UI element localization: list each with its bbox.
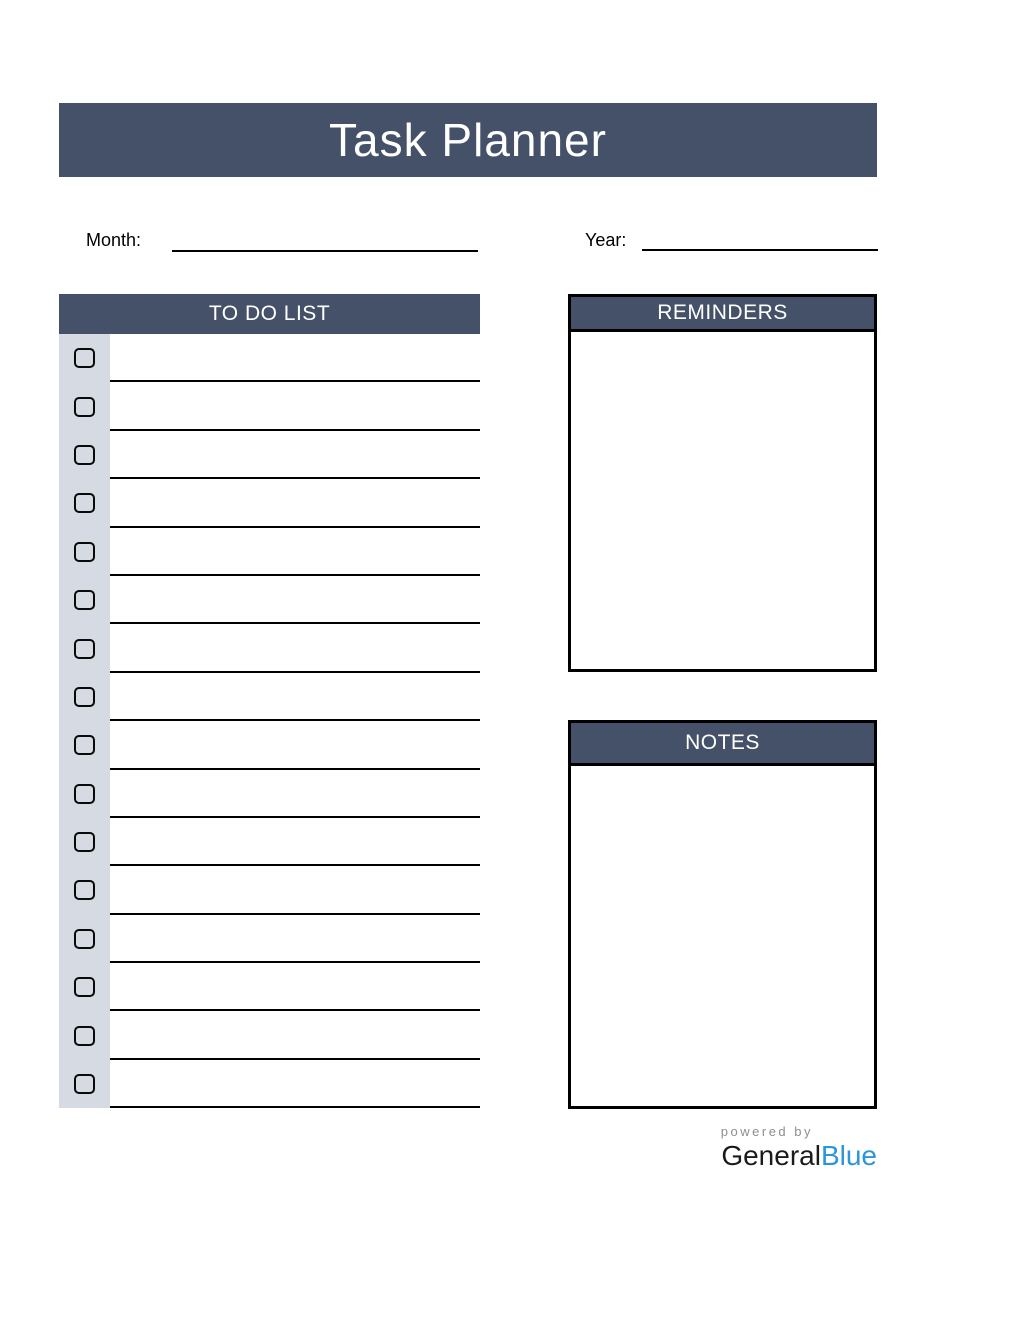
todo-checkbox[interactable] <box>74 348 95 368</box>
todo-entry-line[interactable] <box>110 915 480 963</box>
checkbox-cell <box>59 915 110 963</box>
todo-entry-text <box>110 1103 124 1106</box>
todo-entry-text <box>110 668 124 671</box>
todo-checkbox[interactable] <box>74 493 95 513</box>
checkbox-cell <box>59 818 110 866</box>
todo-list-section <box>59 294 480 1108</box>
todo-checkbox[interactable] <box>74 784 95 804</box>
todo-checkbox[interactable] <box>74 542 95 562</box>
todo-checkbox[interactable] <box>74 1026 95 1046</box>
checkbox-cell <box>59 1011 110 1059</box>
todo-checkbox[interactable] <box>74 639 95 659</box>
checkbox-cell <box>59 1060 110 1108</box>
todo-entry-text <box>110 619 124 622</box>
todo-entry-text <box>110 813 124 816</box>
todo-row <box>59 334 480 382</box>
todo-row <box>59 770 480 818</box>
todo-checkbox[interactable] <box>74 1074 95 1094</box>
notes-header <box>571 723 874 766</box>
todo-row <box>59 721 480 769</box>
todo-row <box>59 576 480 624</box>
reminders-section <box>568 294 877 672</box>
todo-entry-line[interactable] <box>110 431 480 479</box>
todo-row <box>59 1060 480 1108</box>
notes-header-label: NOTES <box>685 731 760 754</box>
todo-entry-text <box>110 426 124 429</box>
reminders-header-label: REMINDERS <box>657 301 788 324</box>
year-label: Year: <box>585 230 627 250</box>
month-input-line[interactable] <box>172 250 478 252</box>
todo-entry-line[interactable] <box>110 673 480 721</box>
todo-checkbox[interactable] <box>74 397 95 417</box>
todo-entry-line[interactable] <box>110 576 480 624</box>
todo-entry-line[interactable] <box>110 624 480 672</box>
todo-checkbox[interactable] <box>74 880 95 900</box>
todo-row <box>59 866 480 914</box>
todo-entry-text <box>110 765 124 768</box>
todo-entry-line[interactable] <box>110 382 480 430</box>
page-title: Task Planner <box>329 114 607 166</box>
todo-row <box>59 382 480 430</box>
todo-entry-text <box>110 474 124 477</box>
brand-blue-text: Blue <box>820 1140 877 1171</box>
todo-entry-text <box>110 910 124 913</box>
todo-list-rows <box>59 334 480 1108</box>
notes-content-area[interactable] <box>571 766 874 1106</box>
todo-entry-text <box>110 571 124 574</box>
todo-row <box>59 915 480 963</box>
checkbox-cell <box>59 624 110 672</box>
checkbox-cell <box>59 963 110 1011</box>
todo-entry-text <box>110 958 124 961</box>
todo-entry-line[interactable] <box>110 818 480 866</box>
todo-row <box>59 673 480 721</box>
todo-entry-text <box>110 1006 124 1009</box>
todo-entry-line[interactable] <box>110 334 480 382</box>
reminders-content-area[interactable] <box>571 332 874 669</box>
todo-entry-line[interactable] <box>110 1011 480 1059</box>
todo-row <box>59 818 480 866</box>
todo-entry-text <box>110 1055 124 1058</box>
todo-entry-text <box>110 716 124 719</box>
todo-checkbox[interactable] <box>74 832 95 852</box>
checkbox-cell <box>59 431 110 479</box>
todo-entry-line[interactable] <box>110 721 480 769</box>
general-blue-logo <box>721 1140 877 1172</box>
todo-checkbox[interactable] <box>74 929 95 949</box>
todo-entry-line[interactable] <box>110 1060 480 1108</box>
todo-row <box>59 963 480 1011</box>
checkbox-cell <box>59 479 110 527</box>
todo-entry-line[interactable] <box>110 528 480 576</box>
todo-entry-line[interactable] <box>110 963 480 1011</box>
reminders-header <box>571 297 874 332</box>
todo-checkbox[interactable] <box>74 735 95 755</box>
todo-entry-line[interactable] <box>110 479 480 527</box>
todo-entry-text <box>110 377 124 380</box>
todo-checkbox[interactable] <box>74 445 95 465</box>
checkbox-cell <box>59 528 110 576</box>
todo-checkbox[interactable] <box>74 590 95 610</box>
todo-row <box>59 624 480 672</box>
todo-row <box>59 528 480 576</box>
todo-list-header <box>59 294 480 334</box>
checkbox-cell <box>59 770 110 818</box>
checkbox-cell <box>59 576 110 624</box>
month-label: Month: <box>86 230 142 250</box>
title-banner <box>59 103 877 177</box>
todo-row <box>59 1011 480 1059</box>
checkbox-cell <box>59 721 110 769</box>
todo-entry-line[interactable] <box>110 866 480 914</box>
todo-row <box>59 479 480 527</box>
checkbox-cell <box>59 334 110 382</box>
footer-brand <box>721 1124 877 1172</box>
year-input-line[interactable] <box>642 249 878 251</box>
checkbox-cell <box>59 673 110 721</box>
todo-row <box>59 431 480 479</box>
checkbox-cell <box>59 382 110 430</box>
checkbox-cell <box>59 866 110 914</box>
powered-by-text: powered by <box>720 1124 813 1139</box>
todo-entry-line[interactable] <box>110 770 480 818</box>
todo-list-header-label: TO DO LIST <box>208 302 331 325</box>
brand-general-text: General <box>721 1140 821 1171</box>
notes-section <box>568 720 877 1109</box>
todo-entry-text <box>110 523 124 526</box>
todo-checkbox[interactable] <box>74 687 95 707</box>
todo-entry-text <box>110 861 124 864</box>
todo-checkbox[interactable] <box>74 977 95 997</box>
